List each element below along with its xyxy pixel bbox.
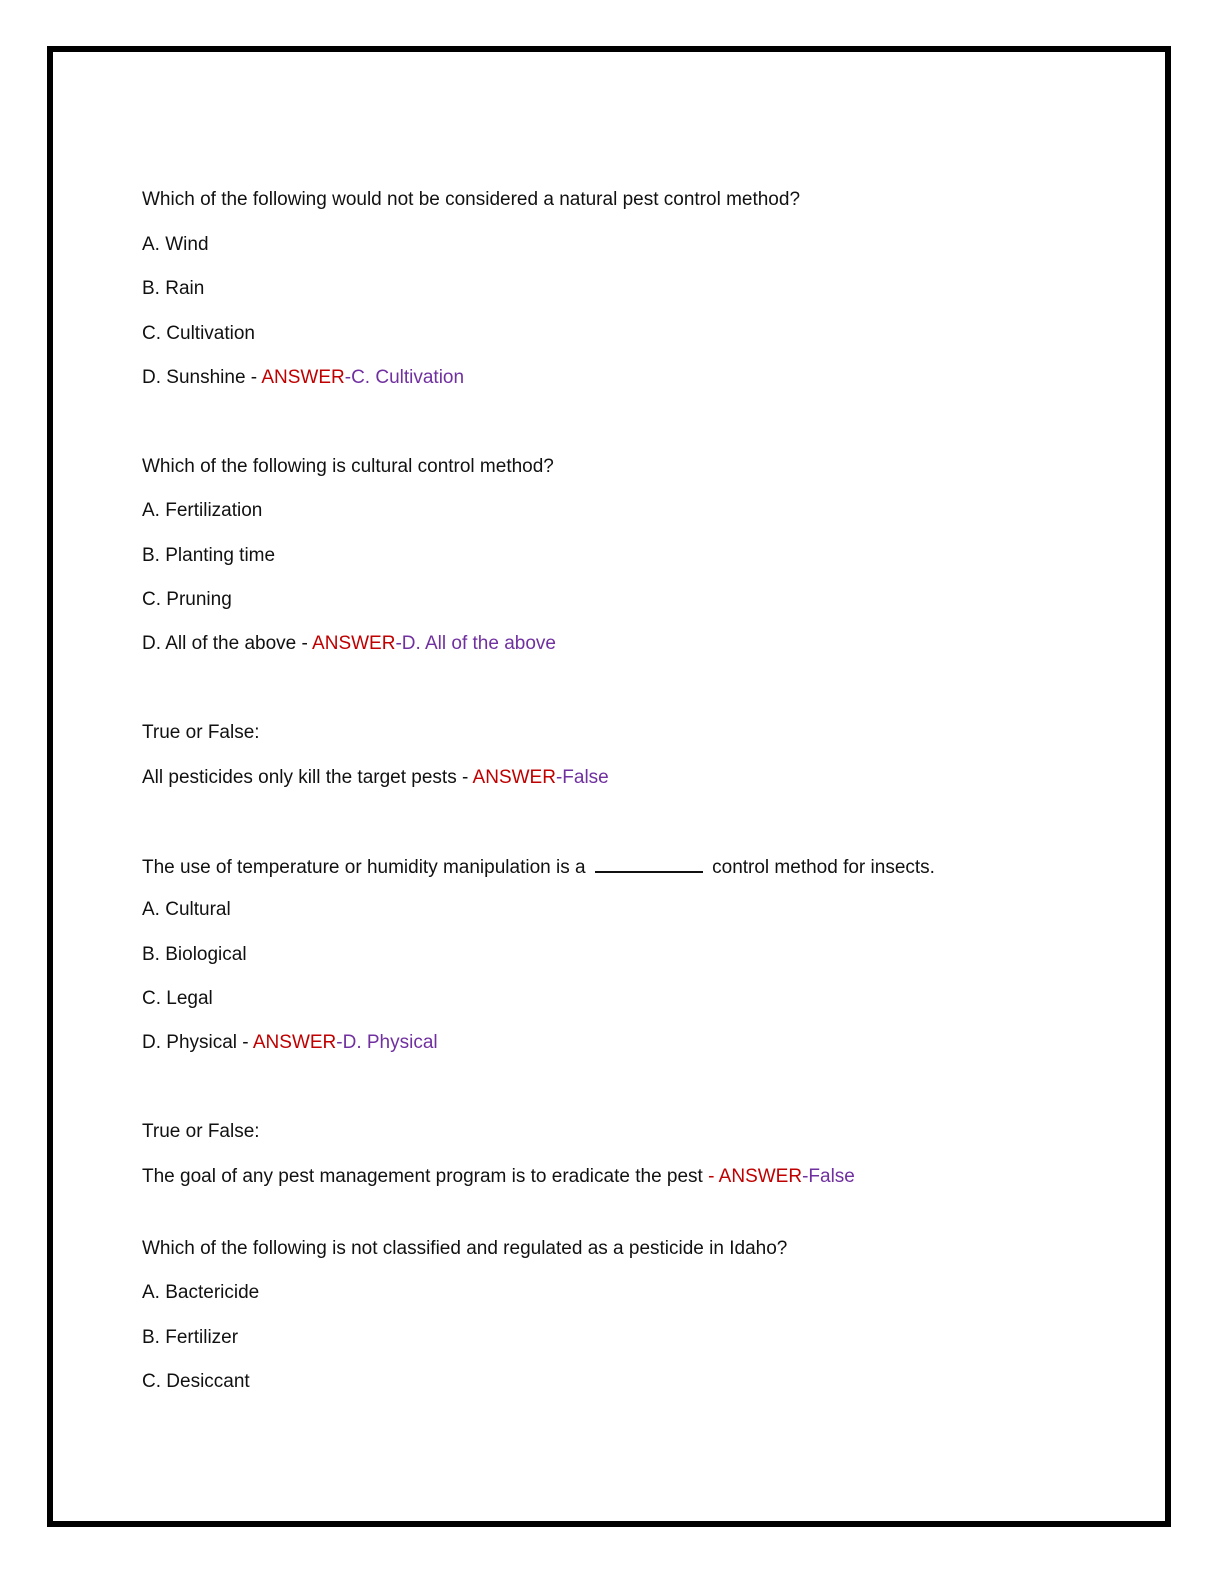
q2-option-d-line xyxy=(142,632,556,656)
q2-option-b: B. Planting time xyxy=(142,545,276,566)
q4-option-d-line xyxy=(142,1031,438,1055)
q6-option-c: C. Desiccant xyxy=(142,1371,250,1392)
q4-answer-label: ANSWER xyxy=(252,1032,337,1053)
q4-answer-value: -D. Physical xyxy=(336,1032,438,1053)
q4-question-line xyxy=(142,854,935,880)
q2-answer-value: -D. All of the above xyxy=(395,633,556,654)
q5-statement-line xyxy=(142,1165,855,1189)
q2-option-d: D. All of the above - xyxy=(142,633,313,654)
q1-option-d: D. Sunshine - xyxy=(142,367,262,388)
q5-answer-value: -False xyxy=(802,1166,855,1187)
q2-answer-label: ANSWER xyxy=(312,633,396,654)
q5-prompt: True or False: xyxy=(142,1121,260,1142)
q4-option-d: D. Physical - xyxy=(142,1032,253,1053)
q1-option-a: A. Wind xyxy=(142,234,209,255)
q1-answer-label: ANSWER xyxy=(261,367,345,388)
q4-option-a: A. Cultural xyxy=(142,899,231,920)
q4-blank xyxy=(595,854,703,873)
q6-option-b: B. Fertilizer xyxy=(142,1327,239,1348)
q5-dash: - xyxy=(708,1166,719,1187)
q2-option-c: C. Pruning xyxy=(142,589,232,610)
q5-answer-label: ANSWER xyxy=(718,1166,803,1187)
q3-statement-line xyxy=(142,766,609,790)
q1-question: Which of the following would not be considered a natural pest control method? xyxy=(142,189,801,210)
q4-question-after: control method for insects. xyxy=(706,857,935,878)
q1-option-d-line xyxy=(142,366,464,390)
q5-statement: The goal of any pest management program is to eradicate the pest xyxy=(142,1166,709,1187)
q4-option-c: C. Legal xyxy=(142,988,213,1009)
q3-answer-value: -False xyxy=(555,767,609,788)
q1-option-b: B. Rain xyxy=(142,278,205,299)
q6-option-a: A. Bactericide xyxy=(142,1282,260,1303)
q3-prompt: True or False: xyxy=(142,722,260,743)
q3-answer-label: ANSWER xyxy=(472,767,556,788)
q1-option-c: C. Cultivation xyxy=(142,323,255,344)
q3-statement: All pesticides only kill the target pests - xyxy=(142,767,473,788)
q1-answer-value: -C. Cultivation xyxy=(344,367,465,388)
q6-question: Which of the following is not classified and regulated as a pesticide in Idaho? xyxy=(142,1238,788,1259)
q4-option-b: B. Biological xyxy=(142,944,247,965)
q2-option-a: A. Fertilization xyxy=(142,500,263,521)
q2-question: Which of the following is cultural control method? xyxy=(142,456,554,477)
q4-question-before: The use of temperature or humidity manipulation is a xyxy=(142,857,591,878)
